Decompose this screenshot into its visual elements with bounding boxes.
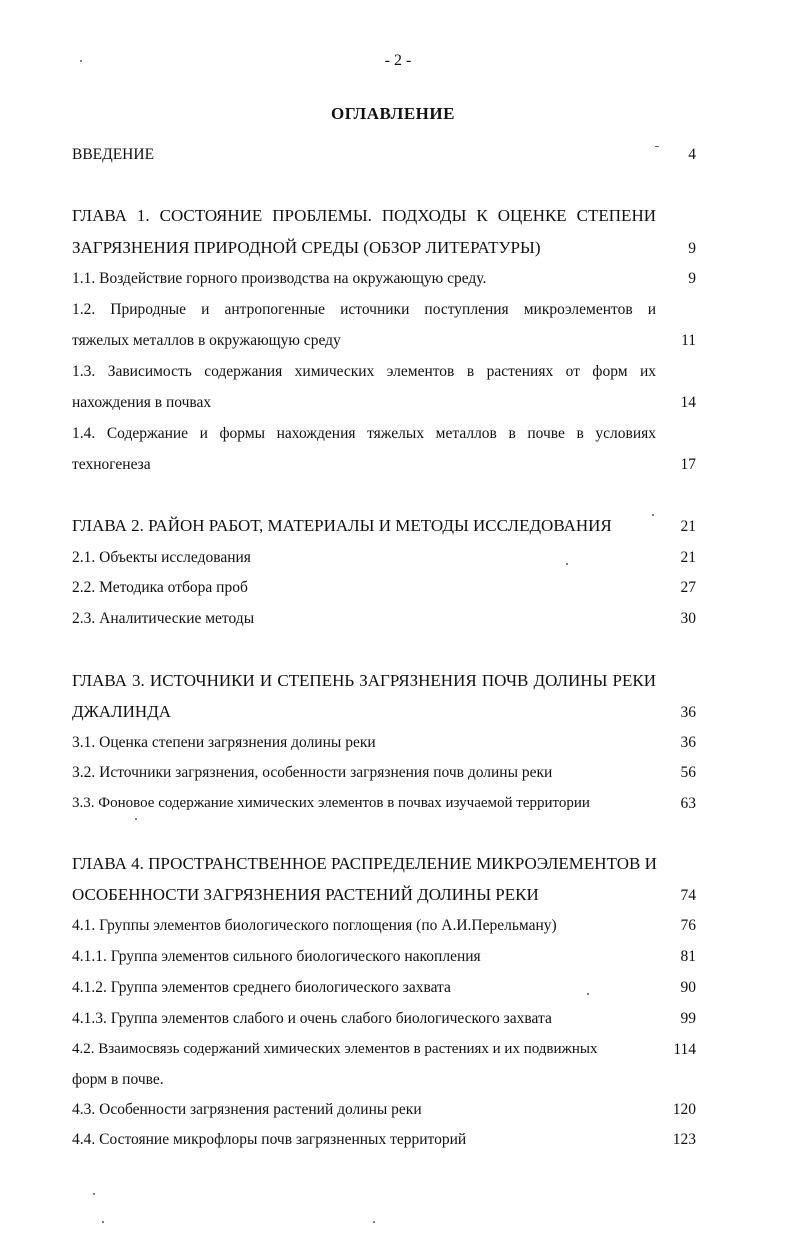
scan-speck — [655, 146, 659, 147]
chapter-3-title-line2: ДЖАЛИНДА — [72, 702, 172, 721]
toc-page-4-1-2: 90 — [680, 979, 696, 996]
toc-page-4-1-1: 81 — [680, 948, 696, 965]
chapter-2-title: ГЛАВА 2. РАЙОН РАБОТ, МАТЕРИАЛЫ И МЕТОДЫ ИССЛЕДОВАНИЯ — [72, 516, 612, 535]
toc-entry-2-3: 2.3. Аналитические методы — [72, 610, 255, 627]
scan-speck — [102, 1221, 104, 1223]
toc-page-4-2: 114 — [673, 1041, 696, 1058]
toc-entry-1-4-line2: техногенеза — [72, 456, 151, 473]
toc-page-4-4: 123 — [672, 1131, 696, 1148]
chapter-1-title-line2: ЗАГРЯЗНЕНИЯ ПРИРОДНОЙ СРЕДЫ (ОБЗОР ЛИТЕРАТУРЫ) — [72, 238, 541, 257]
chapter-1-page: 9 — [688, 240, 696, 257]
toc-entry-4-4: 4.4. Состояние микрофлоры почв загрязненных территорий — [72, 1131, 467, 1148]
scan-speck — [587, 993, 589, 995]
toc-entry-4-1: 4.1. Группы элементов биологического поглощения (по А.И.Перельману) — [72, 917, 557, 934]
scan-speck — [652, 514, 654, 516]
toc-entry-3-2: 3.2. Источники загрязнения, особенности загрязнения почв долины реки — [72, 764, 553, 781]
toc-entry-1-2-line1: 1.2. Природные и антропогенные источники поступления микроэлементов и — [72, 301, 656, 318]
toc-entry-3-1: 3.1. Оценка степени загрязнения долины реки — [72, 734, 376, 751]
toc-entry-4-2-line1: 4.2. Взаимосвязь содержаний химических элементов в растениях и их подвижных — [72, 1041, 598, 1057]
toc-entry-1-1: 1.1. Воздействие горного производства на окружающую среду. — [72, 270, 487, 287]
scan-speck — [93, 1193, 95, 1195]
chapter-3-page: 36 — [680, 704, 696, 721]
toc-page-4-1: 76 — [680, 917, 696, 934]
toc-entry-1-3-line2: нахождения в почвах — [72, 394, 212, 411]
toc-entry-4-3: 4.3. Особенности загрязнения растений долины реки — [72, 1101, 422, 1118]
scan-speck — [566, 563, 568, 565]
toc-entry-1-4-line1: 1.4. Содержание и формы нахождения тяжелых металлов в почве в условиях — [72, 425, 656, 442]
toc-page-1-1: 9 — [688, 270, 696, 287]
toc-page-intro: 4 — [688, 146, 696, 163]
toc-entry-2-2: 2.2. Методика отбора проб — [72, 579, 248, 596]
chapter-4-title-line1: ГЛАВА 4. ПРОСТРАНСТВЕННОЕ РАСПРЕДЕЛЕНИЕ МИКРОЭЛЕМЕНТОВ И — [72, 854, 657, 873]
toc-entry-3-3: 3.3. Фоновое содержание химических элементов в почвах изучаемой территории — [72, 795, 590, 811]
toc-entry-1-3-line1: 1.3. Зависимость содержания химических элементов в растениях от форм их — [72, 363, 656, 380]
toc-page-1-2: 11 — [681, 332, 696, 349]
toc-page-3-2: 56 — [680, 764, 696, 781]
scan-speck — [80, 60, 82, 62]
toc-page-3-3: 63 — [680, 795, 696, 812]
toc-entry-4-1-1: 4.1.1. Группа элементов сильного биологического накопления — [72, 948, 481, 965]
chapter-4-title-line2: ОСОБЕННОСТИ ЗАГРЯЗНЕНИЯ РАСТЕНИЙ ДОЛИНЫ РЕКИ — [72, 885, 539, 904]
toc-page-2-1: 21 — [680, 549, 696, 566]
toc-page-3-1: 36 — [680, 734, 696, 751]
toc-entry-4-1-3: 4.1.3. Группа элементов слабого и очень слабого биологического захвата — [72, 1010, 552, 1027]
toc-page-1-3: 14 — [680, 394, 696, 411]
chapter-3-title-line1: ГЛАВА 3. ИСТОЧНИКИ И СТЕПЕНЬ ЗАГРЯЗНЕНИЯ ПОЧВ ДОЛИНЫ РЕКИ — [72, 671, 656, 690]
toc-page-2-3: 30 — [680, 610, 696, 627]
toc-entry-1-2-line2: тяжелых металлов в окружающую среду — [72, 332, 341, 349]
toc-page-4-3: 120 — [672, 1101, 696, 1118]
toc-entry-2-1: 2.1. Объекты исследования — [72, 549, 251, 566]
toc-page-4-1-3: 99 — [680, 1010, 696, 1027]
page-title: ОГЛАВЛЕНИЕ — [331, 104, 455, 123]
chapter-1-title-line1: ГЛАВА 1. СОСТОЯНИЕ ПРОБЛЕМЫ. ПОДХОДЫ К ОЦЕНКЕ СТЕПЕНИ — [72, 206, 656, 225]
chapter-2-page: 21 — [680, 518, 696, 535]
toc-page-2-2: 27 — [680, 579, 696, 596]
scan-speck — [135, 818, 137, 820]
toc-entry-intro: ВВЕДЕНИЕ — [72, 146, 155, 163]
toc-page-1-4: 17 — [680, 456, 696, 473]
page-number: - 2 - — [384, 52, 412, 69]
chapter-4-page: 74 — [680, 887, 696, 904]
scan-speck — [373, 1221, 375, 1223]
toc-entry-4-2-line2: форм в почве. — [72, 1071, 164, 1088]
toc-entry-4-1-2: 4.1.2. Группа элементов среднего биологического захвата — [72, 979, 451, 996]
